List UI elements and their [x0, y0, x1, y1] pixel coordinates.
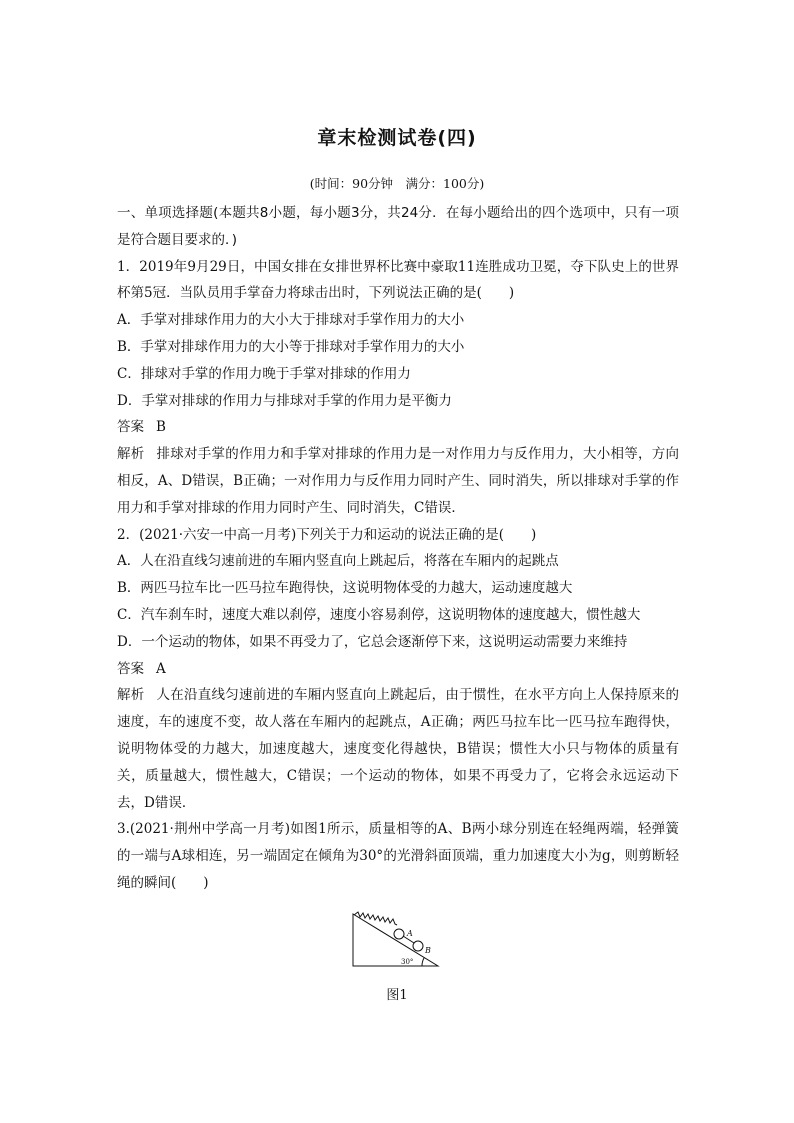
exam-time-score: (时间：90分钟 满分：100分) — [309, 176, 485, 191]
answer-value: A — [156, 660, 166, 677]
incline-triangle — [353, 914, 438, 966]
analysis-label: 解析 — [117, 687, 145, 704]
figure-caption: 图1 — [386, 988, 408, 1003]
figure-1-incline-diagram — [350, 910, 442, 970]
question-3-stem: 3.(2021·荆州中学高一月考)如图1所示，质量相等的A、B两小球分别连在轻绳两端，轻弹簧的一端与A球相连，另一端固定在倾角为30°的光滑斜面顶端，重力加速度大小为g，则剪断轻绳的瞬间( ) — [117, 821, 679, 891]
ball-a-label: A — [407, 929, 413, 938]
question-2-option-a: A．人在沿直线匀速前进的车厢内竖直向上跳起后，将落在车厢内的起跳点 — [117, 553, 559, 570]
question-1-option-b: B．手掌对排球作用力的大小等于排球对手掌作用力的大小 — [117, 338, 465, 355]
question-1-option-d: D．手掌对排球的作用力与排球对手掌的作用力是平衡力 — [117, 392, 452, 409]
analysis-text: 排球对手掌的作用力和手掌对排球的作用力是一对作用力与反作用力，大小相等，方向相反，A、D错误，B正确；一对作用力与反作用力同时产生、同时消失，所以排球对手掌的作用力和手掌对排球的作用力同时产生、同时消失，C错误． — [117, 446, 680, 516]
exam-content — [117, 200, 679, 897]
answer-label: 答案 — [117, 660, 144, 677]
angle-arc — [422, 958, 424, 966]
analysis-label: 解析 — [117, 446, 145, 463]
page-title: 章末检测试卷(四) — [317, 127, 477, 149]
question-1-answer — [117, 414, 679, 441]
question-1-option-a: A．手掌对排球作用力的大小大于排球对手掌作用力的大小 — [117, 312, 465, 329]
ball-b-icon — [413, 941, 423, 951]
section-heading: 一、单项选择题(本题共8小题，每小题3分，共24分．在每小题给出的四个选项中，只有一项是符合题目要求的．) — [117, 205, 679, 248]
question-2-option-d: D．一个运动的物体，如果不再受力了，它总会逐渐停下来，这说明运动需要力来维持 — [117, 633, 628, 650]
ball-b-label: B — [425, 946, 431, 955]
question-2-stem: 2．(2021·六安一中高一月考)下列关于力和运动的说法正确的是( ) — [117, 526, 537, 543]
analysis-text: 人在沿直线匀速前进的车厢内竖直向上跳起后，由于惯性，在水平方向上人保持原来的速度，车的速度不变，故人落在车厢内的起跳点，A正确；两匹马拉车比一匹马拉车跑得快，说明物体受的力越大，加速度越大，速度变化得越快，B错误；惯性大小只与物体的质量有关，质量越大，惯性越大，C错误；一个运动的物体，如果不再受力了，它将会永远运动下去，D错误． — [117, 687, 680, 811]
question-1-analysis — [117, 441, 679, 521]
answer-value: B — [156, 419, 166, 436]
question-1-stem: 1．2019年9月29日，中国女排在女排世界杯比赛中豪取11连胜成功卫冕，夺下队史上的世界杯第5冠．当队员用手掌奋力将球击出时，下列说法正确的是( ) — [117, 258, 679, 302]
question-1-option-c: C．排球对手掌的作用力晚于手掌对排球的作用力 — [117, 365, 411, 382]
angle-label: 30° — [401, 958, 414, 966]
question-2-answer — [117, 656, 679, 683]
answer-label: 答案 — [117, 419, 144, 436]
question-2-option-c: C．汽车刹车时，速度大难以刹停，速度小容易刹停，这说明物体的速度越大，惯性越大 — [117, 606, 641, 623]
ball-a-icon — [394, 929, 404, 939]
question-2-analysis — [117, 682, 679, 816]
question-2-option-b: B．两匹马拉车比一匹马拉车跑得快，这说明物体受的力越大，运动速度越大 — [117, 580, 573, 597]
